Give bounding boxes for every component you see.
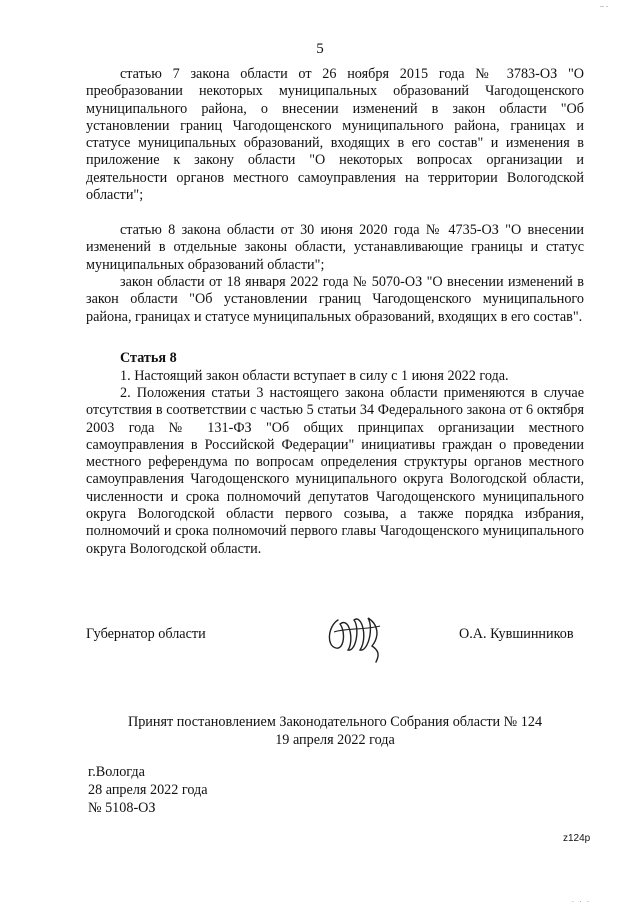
article-item-2: 2. Положения статьи 3 настоящего закона области применяются в случае отсутствия в соответствии с частью 5 статьи 34 Федерального закона от 6 октября 2003 года № 131-ФЗ "Об общих принципах организации местного самоуправления в Российской Федерации" инициативы граждан о проведении местного референдума по вопросам определения структуры органов местного самоуправления Чагодощенского муниципального округа Вологодской области, численности и срока полномочий депутатов Чагодощенского муниципального округа Вологодской области первого созыва, а также порядка избрания, полномочий и срока полномочий первого главы Чагодощенского муниципального округа Вологодской области. (86, 385, 584, 557)
signatory-name: О.А. Кувшинников (459, 626, 574, 642)
city: г.Вологда (88, 764, 145, 780)
handwritten-signature (324, 602, 386, 664)
adoption-line-2: 19 апреля 2022 года (275, 732, 395, 748)
article-item-1: 1. Настоящий закон области вступает в силу с 1 июня 2022 года. (120, 368, 509, 384)
paragraph-law-3783: статью 7 закона области от 26 ноября 2015 года № 3783-ОЗ "О преобразовании некоторых муниципальных образований Чагодощенского муниципального района, о внесении изменений в закон области "Об установлении границ Чагодощенского муниципального района, границах и статусе муниципальных образований, входящих в его состав" и изменения в приложение к закону области "О некоторых вопросах организации и деятельности органов местного самоуправления на территории Вологодской области"; (86, 66, 584, 204)
law-number: № 5108-ОЗ (88, 800, 156, 816)
document-code: z124p (563, 833, 591, 844)
signing-date: 28 апреля 2022 года (88, 782, 208, 798)
article-title: Статья 8 (120, 350, 177, 366)
scan-bottom-mark: . . . (572, 896, 591, 904)
adoption-note (0, 713, 640, 749)
paragraph-law-4735: статью 8 закона области от 30 июня 2020 года № 4735-ОЗ "О внесении изменений в отдельные законы области, устанавливающие границы и статус муниципальных образований области"; (86, 222, 584, 273)
paragraph-law-5070: закон области от 18 января 2022 года № 5070-ОЗ "О внесении изменений в закон области "Об установлении границ Чагодощенского муниципального района, границах и статусе муниципальных образований, входящих в его состав". (86, 274, 584, 325)
scan-corner-mark: .. . (600, 0, 608, 9)
signatory-position: Губернатор области (86, 626, 206, 642)
adoption-line-1: Принят постановлением Законодательного Собрания области № 124 (127, 714, 543, 730)
page-number: 5 (316, 41, 324, 57)
